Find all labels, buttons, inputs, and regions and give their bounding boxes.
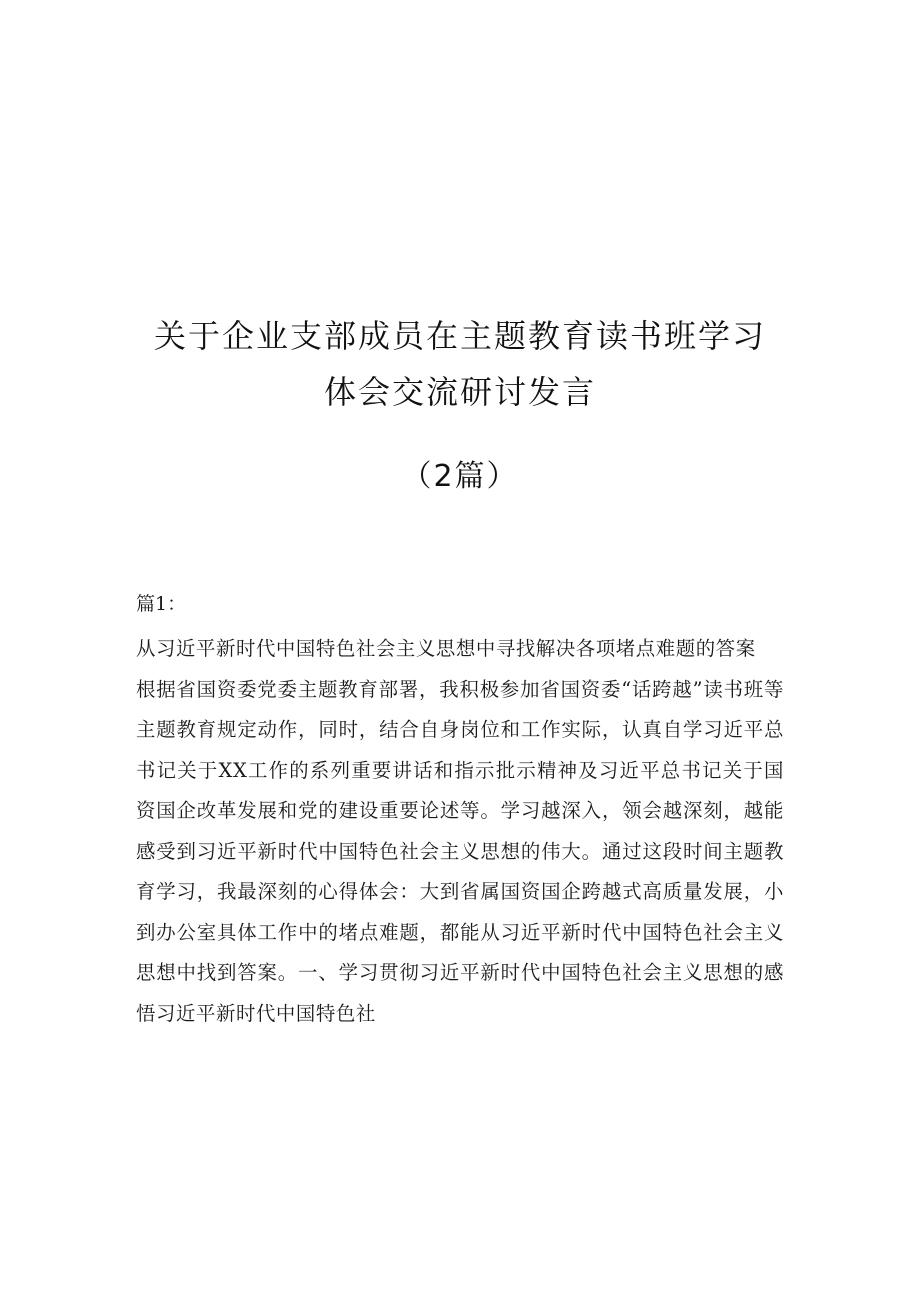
title-line-2: 体会交流研讨发言 — [323, 373, 596, 411]
heading-paragraph: 从习近平新时代中国特色社会主义思想中寻找解决各项堵点难题的答案 — [136, 637, 756, 660]
document-title — [0, 308, 920, 420]
section-label: 篇1： — [136, 593, 187, 615]
document-subtitle: （2篇） — [401, 459, 519, 494]
body-paragraph: 根据省国资委党委主题教育部署，我积极参加省国资委“话跨越”读书班等主题教育规定动作，同时，结合自身岗位和工作实际，认真自学习近平总书记关于XX工作的系列重要讲话和指示批示精神及习近平总书记关于国资国企改革发展和党的建设重要论述等。学习越深入，领会越深刻，越能感受到习近平新时代中国特色社会主义思想的伟大。通过这段时间主题教育学习，我最深刻的心得体会：大到省属国资国企跨越式高质量发展，小到办公室具体工作中的堵点难题，都能从习近平新时代中国特色社会主义思想中找到答案。一、学习贯彻习近平新时代中国特色社会主义思想的感悟习近平新时代中国特色社 — [136, 677, 784, 1025]
title-line-1: 关于企业支部成员在主题教育读书班学习 — [153, 317, 766, 355]
document-body — [136, 588, 784, 1034]
